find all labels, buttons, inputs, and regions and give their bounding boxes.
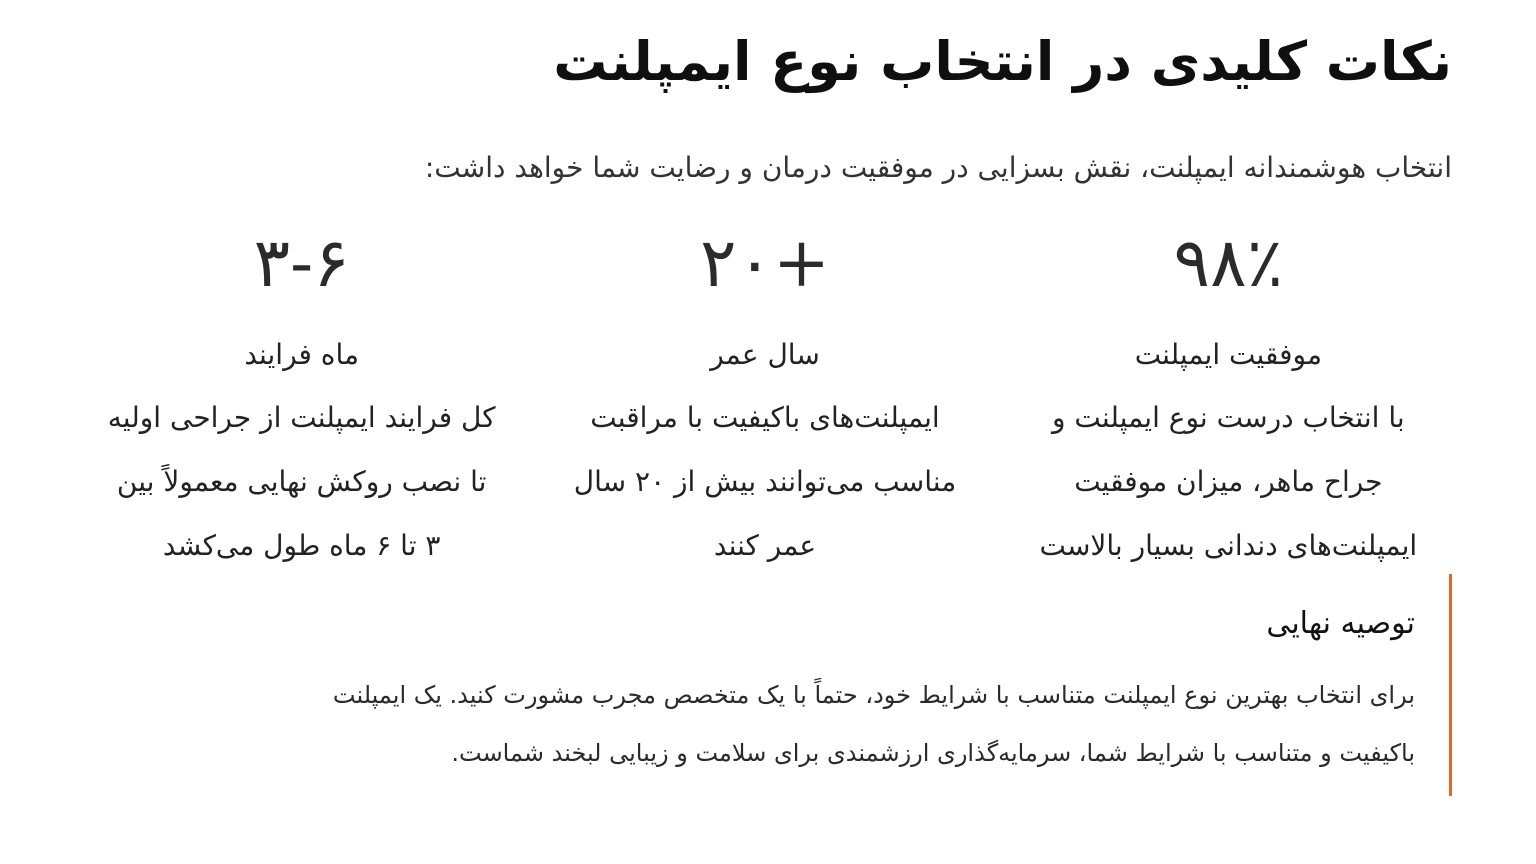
callout-body-line: برای انتخاب بهترین نوع ایمپلنت متناسب با شرایط خود، حتماً با یک متخصص مجرب مشورت کنید. یک ایمپلنت <box>332 681 1415 709</box>
stat-description-line: مناسب می‌توانند بیش از ۲۰ سال <box>573 465 957 498</box>
stat-description <box>533 386 996 578</box>
final-recommendation-callout <box>132 574 1452 796</box>
stat-description-line: تا نصب روکش نهایی معمولاً بین <box>116 465 487 498</box>
stat-description-line: جراح ماهر، میزان موفقیت <box>1074 465 1383 498</box>
stat-description-line: ایمپلنت‌های باکیفیت با مراقبت <box>590 401 940 434</box>
stat-value: ۳-۶ <box>253 224 350 303</box>
page-subtitle: انتخاب هوشمندانه ایمپلنت، نقش بسزایی در موفقیت درمان و رضایت شما خواهد داشت: <box>424 151 1452 184</box>
callout-body-line: باکیفیت و متناسب با شرایط شما، سرمایه‌گذاری ارزشمندی برای سلامت و زیبایی لبخند شماست. <box>451 739 1415 767</box>
callout-body <box>132 666 1415 782</box>
stat-description-line: با انتخاب درست نوع ایمپلنت و <box>1052 401 1405 434</box>
stat-description-line: عمر کنند <box>713 529 817 562</box>
stat-lifespan <box>533 222 996 562</box>
stat-success <box>997 222 1460 562</box>
stat-description <box>70 386 533 578</box>
stat-label: سال عمر <box>710 338 820 371</box>
stat-value: ۹۸٪ <box>1173 224 1284 303</box>
stat-description-line: ایمپلنت‌های دندانی بسیار بالاست <box>1039 529 1418 562</box>
stat-description <box>997 386 1460 578</box>
page-title: نکات کلیدی در انتخاب نوع ایمپلنت <box>553 30 1452 93</box>
stat-duration <box>70 222 533 562</box>
stat-label: موفقیت ایمپلنت <box>1134 338 1322 371</box>
stats-row <box>70 222 1460 562</box>
stat-description-line: ۳ تا ۶ ماه طول می‌کشد <box>162 529 441 562</box>
callout-title: توصیه نهایی <box>1266 606 1415 641</box>
stat-description-line: کل فرایند ایمپلنت از جراحی اولیه <box>107 401 496 434</box>
stat-label: ماه فرایند <box>244 338 359 371</box>
stat-value: +۲۰ <box>699 224 831 303</box>
